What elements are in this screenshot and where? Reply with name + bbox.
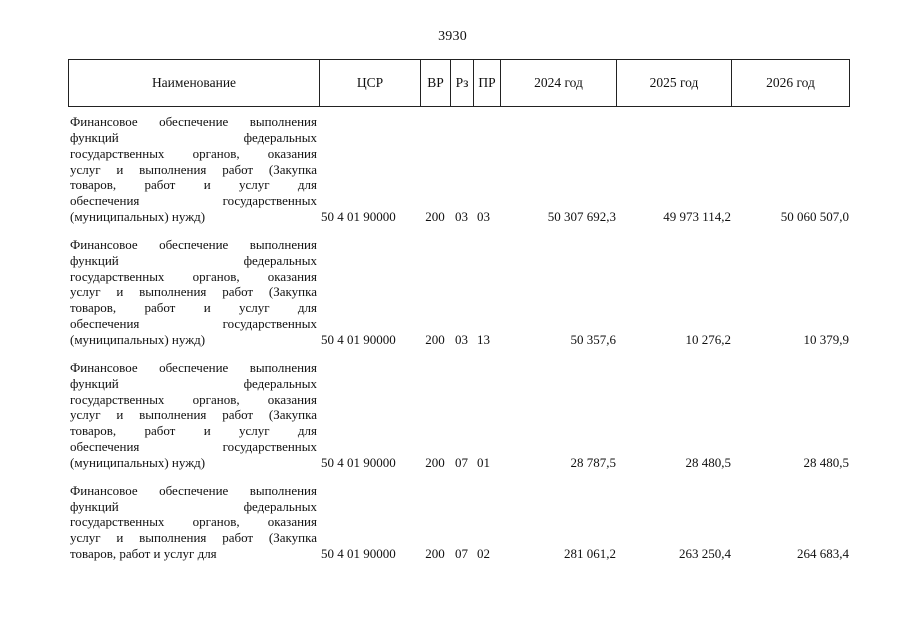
name-line: Финансовое обеспечение выполнения: [70, 236, 317, 252]
cell-vr: 200: [425, 209, 445, 225]
header-rz: Рз: [451, 60, 474, 107]
cell-2026: 264 683,4: [797, 546, 849, 562]
name-line: Финансовое обеспечение выполнения: [70, 359, 317, 375]
budget-table: [68, 114, 849, 562]
name-line: Финансовое обеспечение выполнения: [70, 114, 317, 129]
cell-2026: 28 480,5: [803, 455, 849, 471]
cell-pr: 01: [477, 455, 490, 471]
header-vr: ВР: [421, 60, 451, 107]
header-2025: 2025 год: [617, 60, 732, 107]
cell-pr: 13: [477, 332, 490, 348]
name-line: государственных органов, оказания: [70, 514, 317, 530]
cell-pr: 03: [477, 209, 490, 225]
cell-2025: 49 973 114,2: [663, 209, 731, 225]
name-line: товаров, работ и услуг для: [70, 423, 317, 439]
name-line: обеспечения государственных: [70, 316, 317, 332]
name-line: товаров, работ и услуг для: [70, 546, 217, 562]
cell-pr: 02: [477, 546, 490, 562]
cell-2025: 10 276,2: [685, 332, 731, 348]
cell-2025: 263 250,4: [679, 546, 731, 562]
name-line: (муниципальных) нужд): [70, 454, 206, 470]
name-line: обеспечения государственных: [70, 439, 317, 455]
cell-csr: 50 4 01 90000: [321, 209, 396, 225]
name-line: услуг и выполнения работ (Закупка: [70, 161, 317, 177]
row-gap: [68, 348, 849, 360]
header-2024: 2024 год: [501, 60, 617, 107]
header-2026: 2026 год: [732, 60, 850, 107]
cell-rz: 03: [455, 332, 468, 348]
cell-rz: 07: [455, 546, 468, 562]
name-line: функций федеральных: [70, 498, 317, 514]
cell-vr: 200: [425, 332, 445, 348]
cell-name: [68, 483, 319, 562]
cell-2026: 50 060 507,0: [780, 209, 849, 225]
name-line: товаров, работ и услуг для: [70, 177, 317, 193]
cell-2024: 50 357,6: [570, 332, 616, 348]
row-gap-cell: [68, 348, 849, 360]
header-name: Наименование: [69, 60, 320, 107]
cell-name: [68, 114, 319, 225]
name-line: услуг и выполнения работ (Закупка: [70, 407, 317, 423]
name-line: услуг и выполнения работ (Закупка: [70, 530, 317, 546]
cell-2024: 28 787,5: [570, 455, 616, 471]
name-line: Финансовое обеспечение выполнения: [70, 482, 317, 498]
table-body: [68, 114, 849, 562]
name-line: функций федеральных: [70, 252, 317, 268]
name-line: обеспечения государственных: [70, 193, 317, 209]
name-line: (муниципальных) нужд): [70, 209, 206, 225]
table-row: [68, 360, 849, 471]
row-gap-cell: [68, 471, 849, 483]
cell-csr: 50 4 01 90000: [321, 455, 396, 471]
table-row: [68, 237, 849, 348]
table-header: [68, 59, 850, 107]
row-gap: [68, 471, 849, 483]
row-gap-cell: [68, 225, 849, 237]
table-row: [68, 483, 849, 562]
page-number: 3930: [438, 29, 467, 44]
cell-vr: 200: [425, 455, 445, 471]
cell-vr: 200: [425, 546, 445, 562]
cell-2024: 281 061,2: [564, 546, 616, 562]
cell-name: [68, 360, 319, 471]
table-row: [68, 114, 849, 225]
name-line: функций федеральных: [70, 129, 317, 145]
name-line: функций федеральных: [70, 375, 317, 391]
header-csr: ЦСР: [320, 60, 421, 107]
name-line: государственных органов, оказания: [70, 268, 317, 284]
name-line: государственных органов, оказания: [70, 391, 317, 407]
cell-2025: 28 480,5: [685, 455, 731, 471]
cell-2024: 50 307 692,3: [547, 209, 616, 225]
cell-csr: 50 4 01 90000: [321, 332, 396, 348]
name-line: (муниципальных) нужд): [70, 331, 206, 347]
row-gap: [68, 225, 849, 237]
header-pr: ПР: [474, 60, 501, 107]
cell-csr: 50 4 01 90000: [321, 546, 396, 562]
cell-rz: 07: [455, 455, 468, 471]
name-line: товаров, работ и услуг для: [70, 300, 317, 316]
name-line: государственных органов, оказания: [70, 145, 317, 161]
cell-name: [68, 237, 319, 348]
name-line: услуг и выполнения работ (Закупка: [70, 284, 317, 300]
cell-rz: 03: [455, 209, 468, 225]
cell-2026: 10 379,9: [803, 332, 849, 348]
